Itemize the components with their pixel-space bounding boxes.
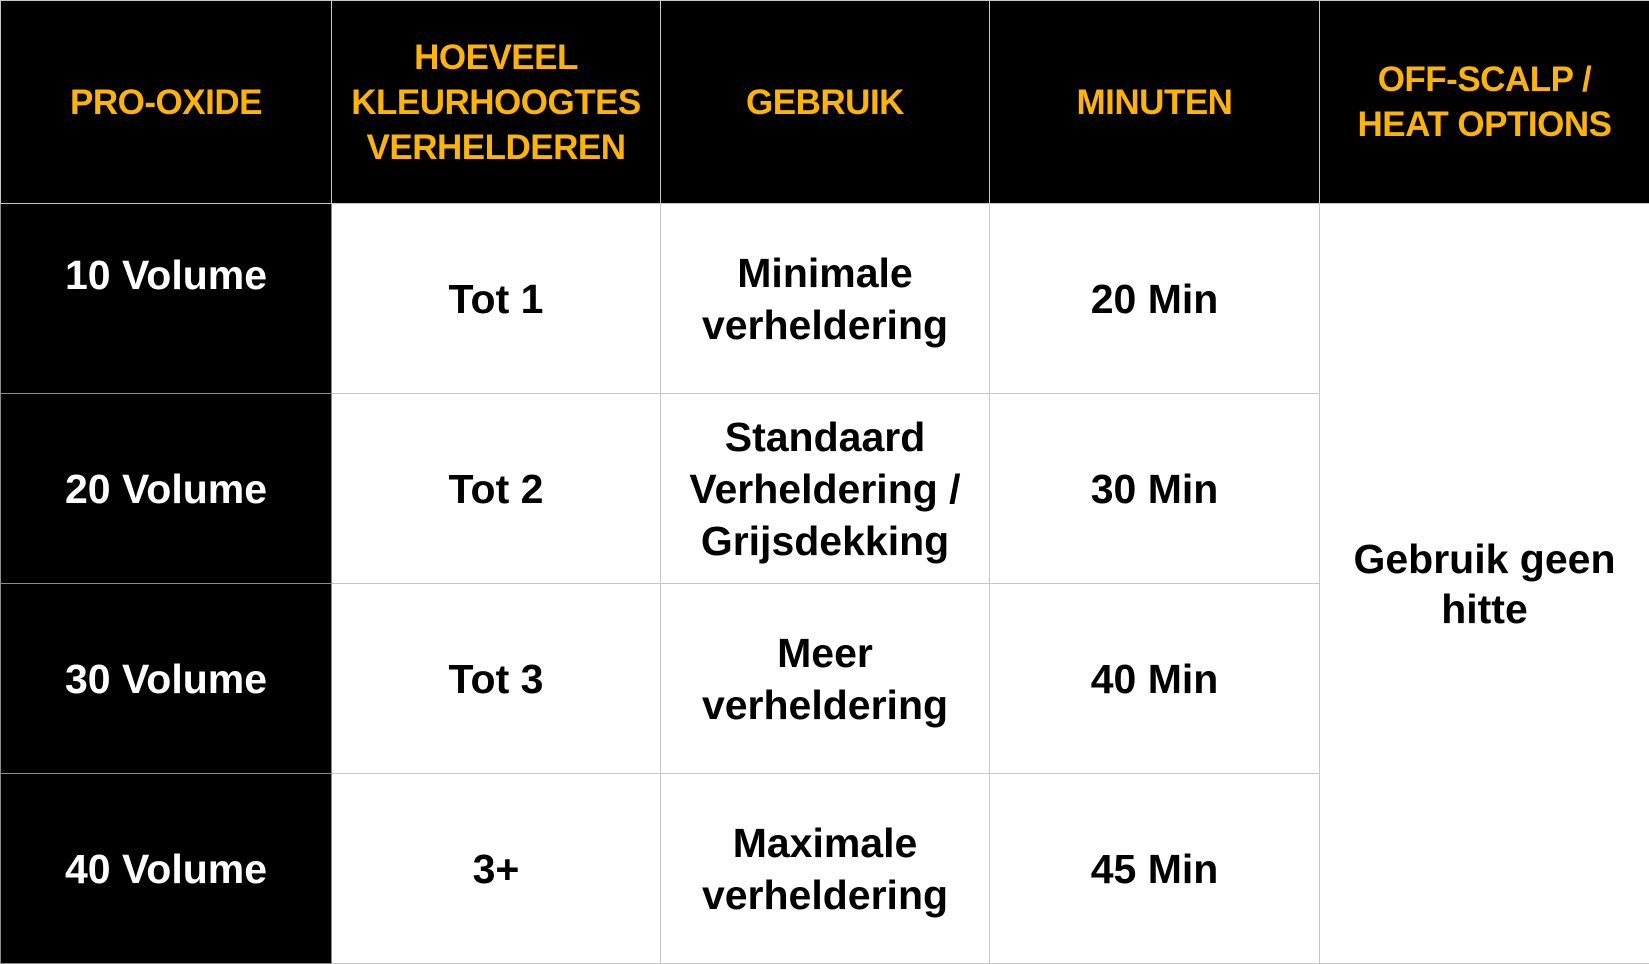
levels-value: Tot 2 — [449, 463, 544, 515]
minutes-value: 20 Min — [1091, 273, 1219, 325]
volume-label: 30 Volume — [65, 653, 267, 705]
usage-value: Meer verheldering — [695, 627, 955, 731]
minutes-cell — [990, 774, 1320, 964]
volume-label: 20 Volume — [65, 463, 267, 515]
minutes-cell — [990, 584, 1320, 774]
levels-cell — [332, 394, 661, 584]
minutes-cell — [990, 204, 1320, 394]
usage-cell — [661, 584, 990, 774]
usage-value: Maximale verheldering — [695, 817, 955, 921]
header-pro-oxide — [1, 1, 332, 204]
usage-cell — [661, 204, 990, 394]
minutes-value: 45 Min — [1091, 843, 1219, 895]
volume-label: 10 Volume — [65, 249, 267, 301]
header-heat-options-label: OFF-SCALP / HEAT OPTIONS — [1345, 57, 1625, 147]
levels-value: Tot 1 — [449, 273, 544, 325]
levels-value: 3+ — [473, 843, 520, 895]
header-levels-label: HOEVEEL KLEURHOOGTES VERHELDEREN — [346, 35, 646, 170]
volume-label: 40 Volume — [65, 843, 267, 895]
heat-option-cell — [1320, 204, 1649, 964]
header-usage-label: GEBRUIK — [746, 80, 904, 125]
volume-cell — [1, 584, 332, 774]
volume-cell — [1, 394, 332, 584]
volume-cell — [1, 204, 332, 394]
header-levels — [332, 1, 661, 204]
heat-option-value: Gebruik geen hitte — [1345, 534, 1625, 634]
table-row — [1, 204, 1649, 394]
header-usage — [661, 1, 990, 204]
header-minutes-label: MINUTEN — [1077, 80, 1233, 125]
table-header-row — [1, 1, 1649, 204]
levels-cell — [332, 584, 661, 774]
header-pro-oxide-label: PRO-OXIDE — [70, 80, 262, 125]
minutes-cell — [990, 394, 1320, 584]
header-heat-options — [1320, 1, 1649, 204]
usage-value: Minimale verheldering — [695, 247, 955, 351]
header-minutes — [990, 1, 1320, 204]
minutes-value: 40 Min — [1091, 653, 1219, 705]
usage-cell — [661, 774, 990, 964]
levels-cell — [332, 774, 661, 964]
usage-cell — [661, 394, 990, 584]
minutes-value: 30 Min — [1091, 463, 1219, 515]
usage-value: Standaard Verheldering / Grijsdekking — [680, 411, 970, 567]
levels-cell — [332, 204, 661, 394]
levels-value: Tot 3 — [449, 653, 544, 705]
volume-cell — [1, 774, 332, 964]
